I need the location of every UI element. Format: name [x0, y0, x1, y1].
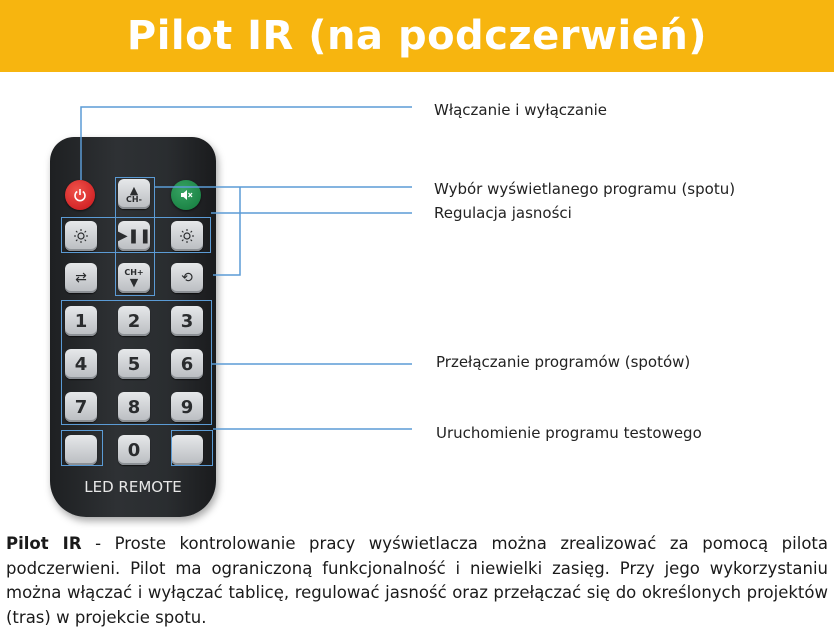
number-label: 7 [74, 396, 88, 418]
number-label: 6 [180, 353, 194, 375]
number-label: 3 [180, 310, 194, 332]
number-label: 2 [127, 310, 141, 332]
ch-minus-label: CH- [126, 194, 142, 204]
shuffle-icon: ⇄ [75, 270, 87, 286]
down-arrow-icon: ▼ [129, 275, 139, 289]
callout-program-select: Wybór wyświetlanego programu (spotu) [434, 180, 736, 198]
repeat-icon: ⟲ [181, 270, 193, 286]
callout-brightness: Regulacja jasności [434, 204, 572, 222]
power-callout-line [81, 107, 412, 180]
description-paragraph [6, 532, 828, 630]
ch-plus-label: CH+ [124, 267, 144, 277]
number-label: 9 [180, 396, 194, 418]
number-label: 5 [127, 353, 141, 375]
description-text: - Proste kontrolowanie pracy wyświetlacza można zrealizować za pomocą pilota podczerwieni. Pilot ma ograniczoną funkcjonalność i niewielki zasięg. Przy jego wykorzystaniu można włączać i wyłączać tablicę, regulować jasność oraz przełączać się do określonych projektów (tras) w projekcie spotu. [6, 534, 829, 627]
callout-power: Włączanie i wyłączanie [434, 101, 608, 119]
number-label: 0 [127, 439, 141, 461]
number-label: 4 [74, 353, 88, 375]
number-label: 1 [74, 310, 88, 332]
number-label: 8 [127, 396, 141, 418]
page-title: Pilot IR (na podczerwień) [126, 13, 708, 59]
callout-test-program: Uruchomienie programu testowego [436, 424, 702, 442]
description-bold: Pilot IR [6, 534, 82, 553]
program-select-callout-drop [213, 187, 240, 275]
play-pause-icon: ▶❚❚ [116, 228, 152, 244]
callout-program-switch: Przełączanie programów (spotów) [436, 353, 691, 371]
up-arrow-icon: ▲ [129, 183, 139, 197]
remote-brand-label: LED REMOTE [84, 478, 182, 496]
